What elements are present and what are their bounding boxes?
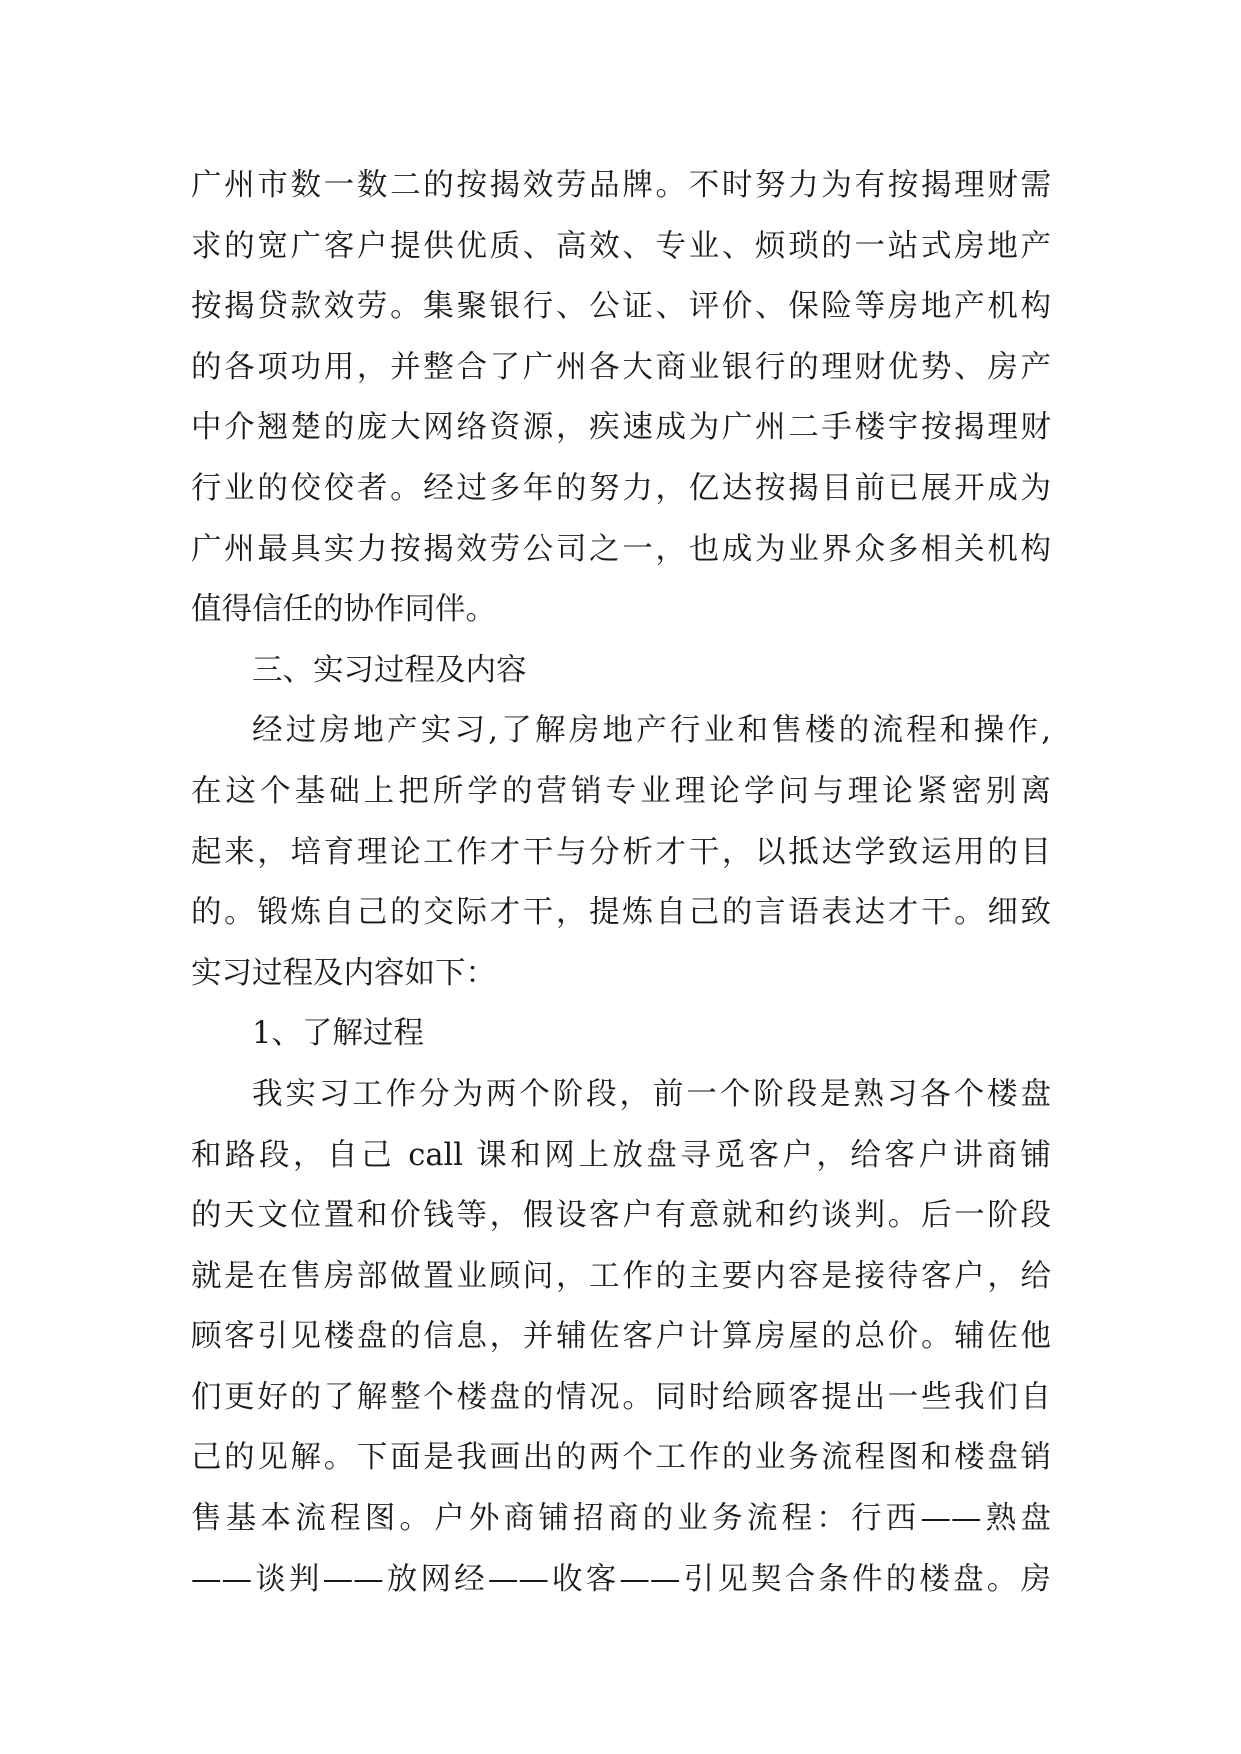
text-line: 起来，培育理论工作才干与分析才干，以抵达学致运用的目 [191, 834, 1051, 870]
paragraph-company-intro [191, 156, 1051, 641]
paragraph-work-process [191, 1065, 1051, 1610]
text-line: 求的宽广客户提供优质、高效、专业、烦琐的一站式房地产 [191, 228, 1051, 264]
text-line: 售基本流程图。户外商铺招商的业务流程：行西——熟盘 [191, 1501, 1051, 1537]
section-heading: 三、实习过程及内容 [252, 652, 527, 688]
text-line: 己的见解。下面是我画出的两个工作的业务流程图和楼盘销 [191, 1440, 1051, 1476]
text-line: 在这个基础上把所学的营销专业理论学问与理论紧密别离 [191, 773, 1051, 809]
text-line: 广州市数一数二的按揭效劳品牌。不时努力为有按揭理财需 [191, 168, 1051, 203]
text-line: ——谈判——放网经——收客——引见契合条件的楼盘。房 [191, 1561, 1051, 1597]
text-line: 的。锻炼自己的交际才干，提炼自己的言语表达才干。细致 [191, 895, 1051, 931]
document-body [191, 156, 1051, 1610]
text-line: 我实习工作分为两个阶段，前一个阶段是熟习各个楼盘 [252, 1076, 1051, 1112]
text-line: 的各项功用，并整合了广州各大商业银行的理财优势、房产 [191, 349, 1051, 385]
text-line: 和路段，自己 call 课和网上放盘寻觅客户，给客户讲商铺 [191, 1137, 1051, 1173]
text-line: 中介翘楚的庞大网络资源，疾速成为广州二手楼宇按揭理财 [191, 410, 1051, 446]
text-line: 实习过程及内容如下： [191, 955, 496, 991]
text-line: 行业的佼佼者。经过多年的努力，亿达按揭目前已展开成为 [191, 470, 1051, 506]
paragraph-internship-overview [191, 701, 1051, 1004]
text-line: 们更好的了解整个楼盘的情况。同时给顾客提出一些我们自 [191, 1379, 1051, 1415]
text-line: 经过房地产实习,了解房地产行业和售楼的流程和操作, [252, 713, 1051, 749]
subsection-heading: 1、了解过程 [252, 1016, 424, 1052]
text-line: 广州最具实力按揭效劳公司之一，也成为业界众多相关机构 [191, 531, 1051, 567]
text-line: 值得信任的协作同伴。 [191, 592, 496, 628]
text-line: 按揭贷款效劳。集聚银行、公证、评价、保险等房地产机构 [191, 289, 1051, 325]
text-line: 的天文位置和价钱等，假设客户有意就和约谈判。后一阶段 [191, 1198, 1051, 1234]
text-line: 顾客引见楼盘的信息，并辅佐客户计算房屋的总价。辅佐他 [191, 1319, 1051, 1355]
text-line: 就是在售房部做置业顾问，工作的主要内容是接待客户，给 [191, 1258, 1051, 1294]
